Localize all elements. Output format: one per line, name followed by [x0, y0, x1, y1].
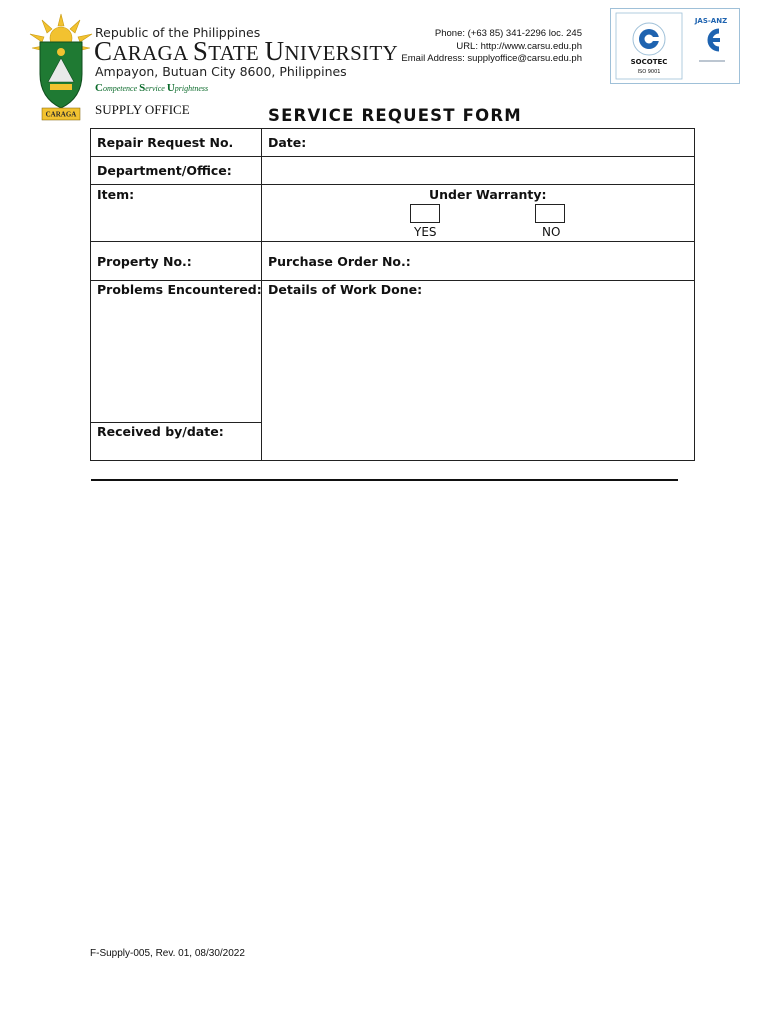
purchase-order-no-label: Purchase Order No.: — [268, 254, 411, 269]
certification-logos — [610, 8, 740, 84]
repair-request-no-label: Repair Request No. — [97, 135, 234, 150]
contact-block — [401, 28, 582, 66]
certification-badge-icon — [611, 9, 739, 83]
warranty-no-label: NO — [542, 225, 561, 239]
divider-line — [91, 479, 678, 481]
contact-phone: Phone: (+63 85) 341-2296 loc. 245 — [434, 28, 582, 39]
office-name: SUPPLY OFFICE — [95, 102, 190, 117]
svg-text:ISO 9001: ISO 9001 — [637, 69, 661, 75]
university-address: Ampayon, Butuan City 8600, Philippines — [95, 64, 347, 79]
problems-encountered-label: Problems Encountered: — [97, 282, 262, 297]
warranty-no-checkbox[interactable] — [535, 204, 565, 223]
form-code-footer: F-Supply-005, Rev. 01, 08/30/2022 — [90, 948, 245, 959]
warranty-yes-label: YES — [414, 225, 437, 239]
republic-text: Republic of the Philippines — [95, 25, 261, 40]
svg-text:SOCOTEC: SOCOTEC — [630, 58, 668, 66]
university-name: CARAGA STATE UNIVERSITY — [94, 36, 398, 66]
university-seal-logo — [28, 12, 94, 124]
university-motto: Competence Service Uprightness — [95, 82, 209, 94]
details-of-work-done-label: Details of Work Done: — [268, 282, 423, 297]
item-label: Item: — [97, 187, 135, 202]
contact-url: URL: http://www.carsu.edu.ph — [456, 40, 582, 52]
warranty-yes-checkbox[interactable] — [410, 204, 440, 223]
form-title: SERVICE REQUEST FORM — [268, 106, 522, 125]
contact-email: Email Address: supplyoffice@carsu.edu.ph — [401, 53, 582, 64]
svg-text:JAS-ANZ: JAS-ANZ — [694, 17, 728, 25]
seal-text: CARAGA — [45, 110, 77, 119]
under-warranty-label: Under Warranty: — [429, 187, 547, 202]
department-label: Department/Office: — [97, 163, 232, 178]
service-request-table — [90, 128, 695, 461]
property-no-label: Property No.: — [97, 254, 192, 269]
date-label: Date: — [268, 135, 307, 150]
received-by-date-label: Received by/date: — [97, 424, 224, 439]
